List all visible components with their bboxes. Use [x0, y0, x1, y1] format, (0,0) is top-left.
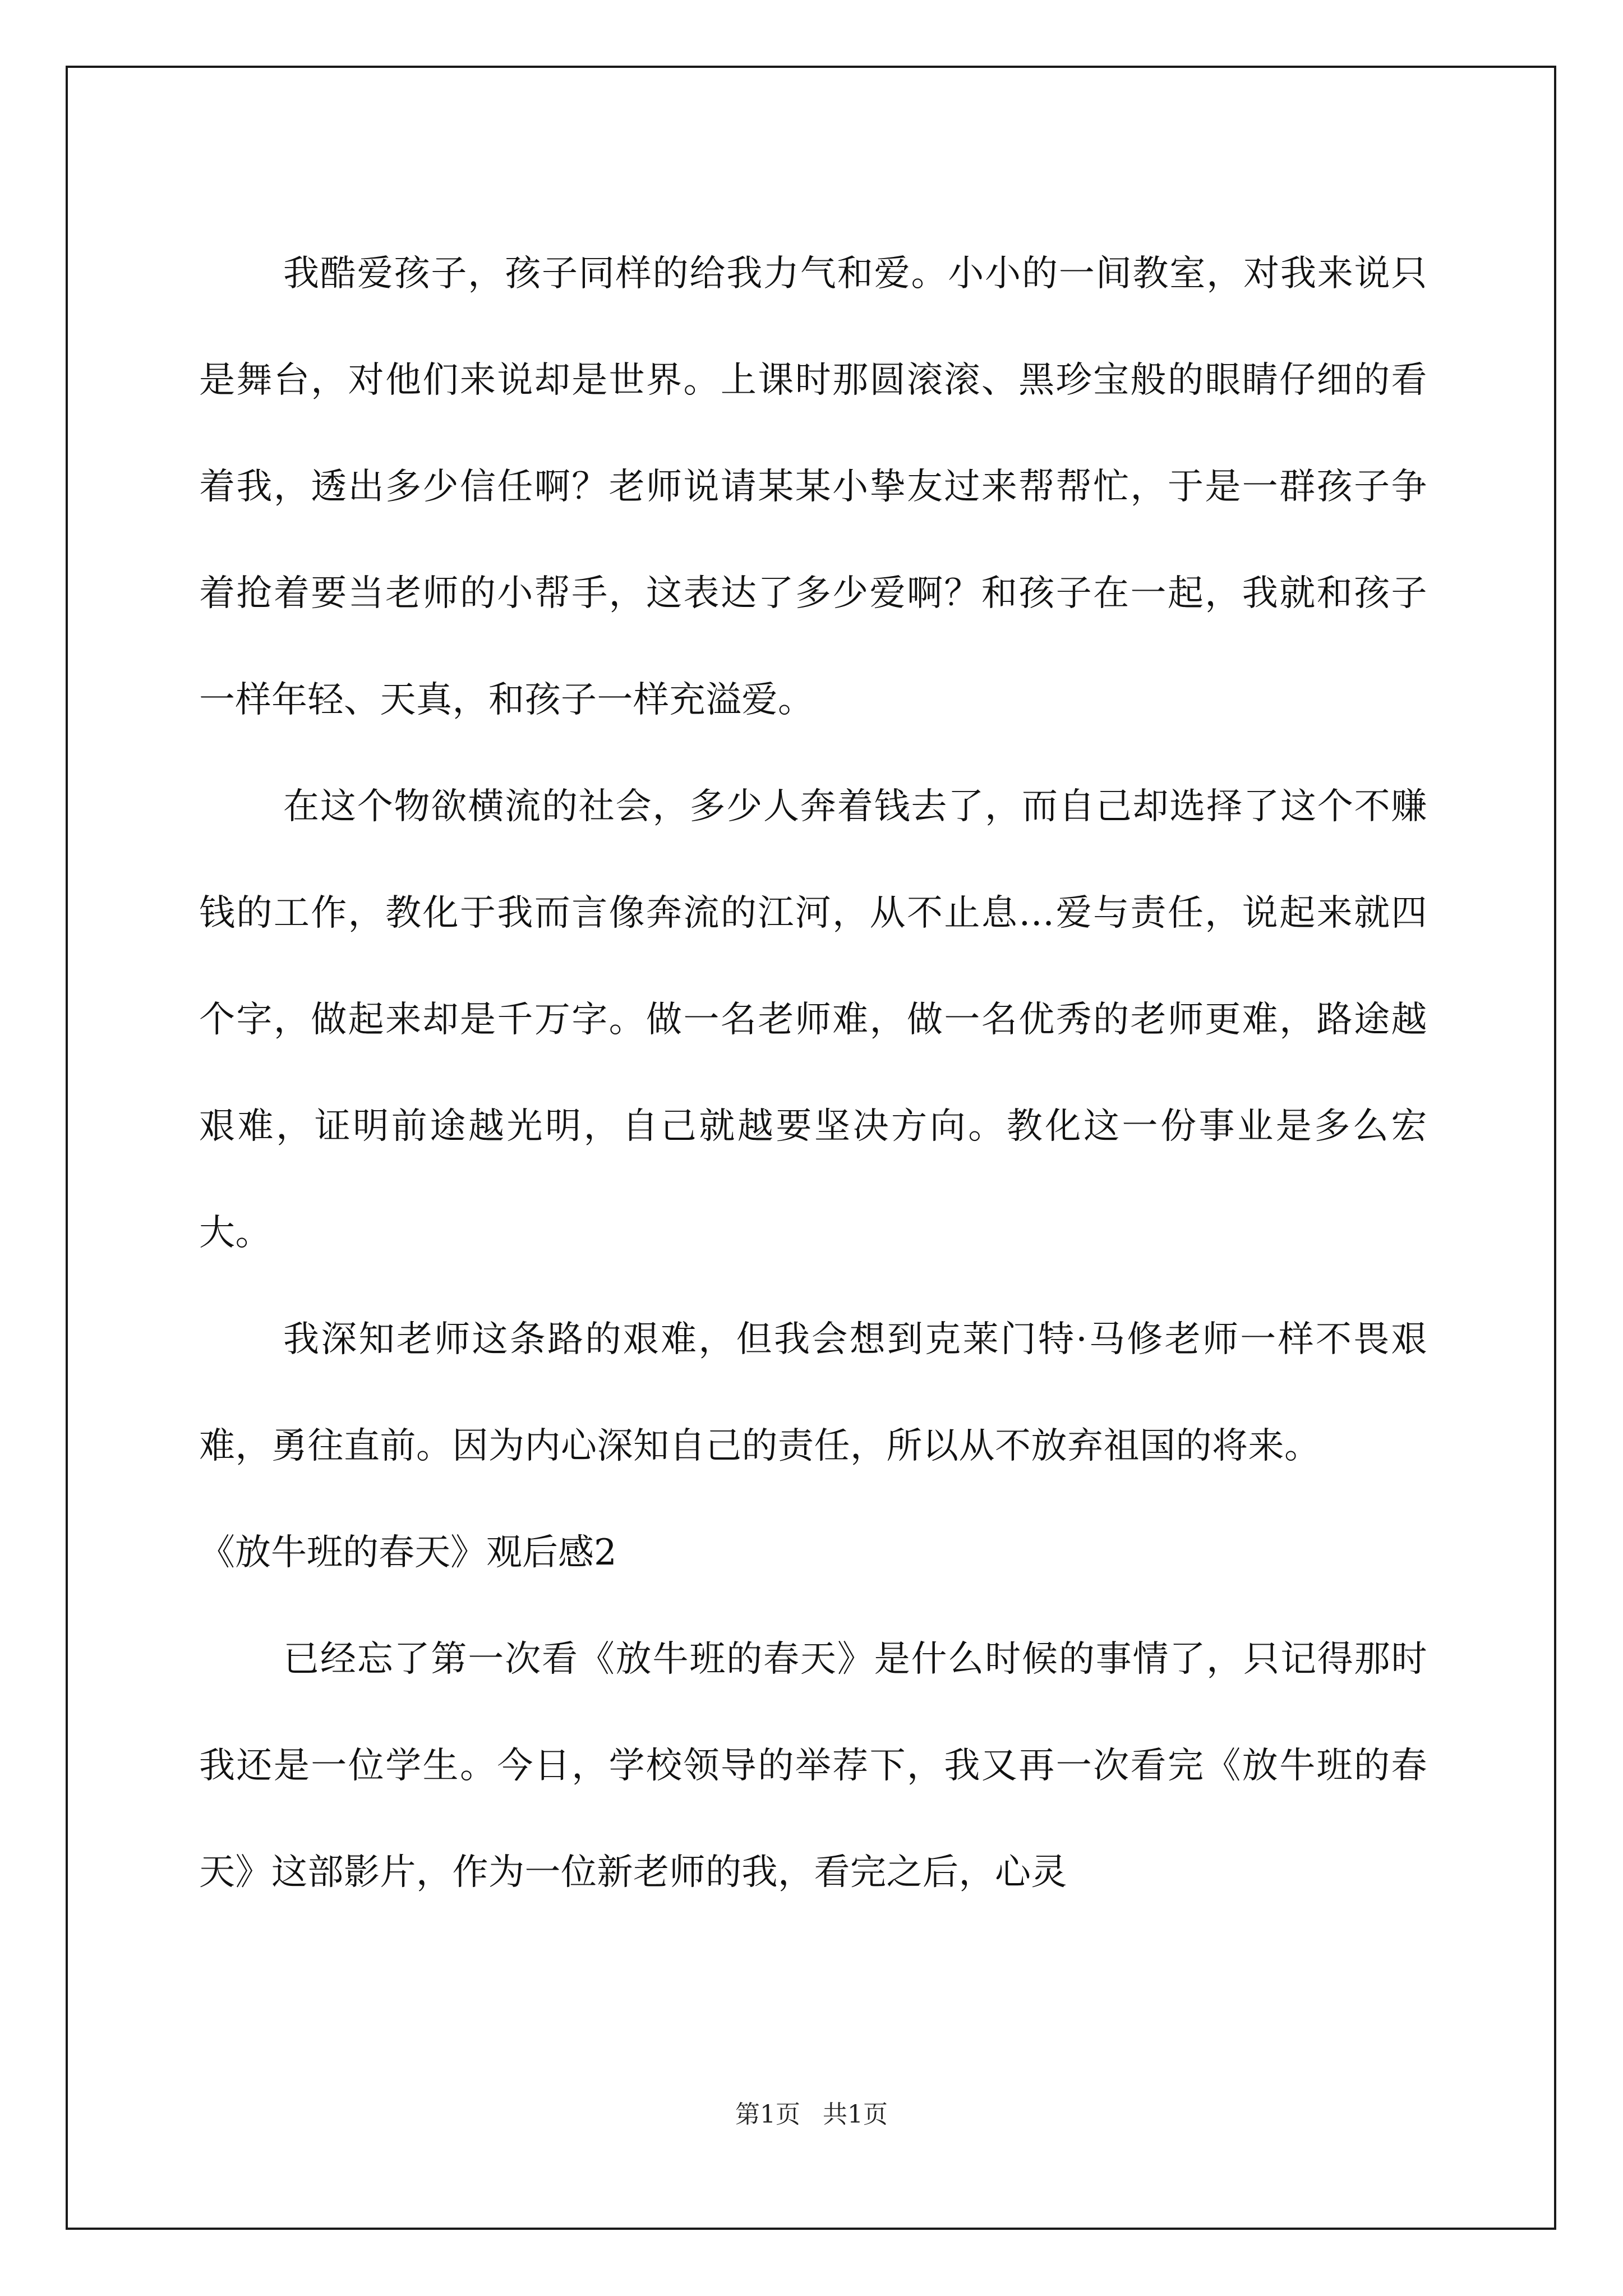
paragraph-3: 我深知老师这条路的艰难，但我会想到克莱门特·马修老师一样不畏艰难，勇往直前。因为内心深知自己的责任，所以从不放弃祖国的将来。	[199, 1319, 1427, 1467]
page-number: 第1页	[735, 2100, 800, 2129]
paragraph-1: 我酷爱孩子，孩子同样的给我力气和爱。小小的一间教室，对我来说只是舞台，对他们来说却是世界。上课时那圆滚滚、黑珍宝般的眼睛仔细的看着我，透出多少信任啊？老师说请某某小挚友过来帮帮忙，于是一群孩子争着抢着要当老师的小帮手，这表达了多少爱啊？和孩子在一起，我就和孩子一样年轻、天真，和孩子一样充溢爱。	[199, 253, 1427, 721]
page-total: 共1页	[823, 2100, 888, 2129]
document-body	[199, 220, 1427, 1926]
paragraph-2: 在这个物欲横流的社会，多少人奔着钱去了，而自己却选择了这个不赚钱的工作，教化于我而言像奔流的江河，从不止息…爱与责任，说起来就四个字，做起来却是千万字。做一名老师难，做一名优秀的老师更难，路途越艰难，证明前途越光明，自己就越要坚决方向。教化这一份事业是多么宏大。	[199, 786, 1427, 1254]
section-heading: 《放牛班的春天》观后感2	[199, 1532, 617, 1573]
paragraph-4: 已经忘了第一次看《放牛班的春天》是什么时候的事情了，只记得那时我还是一位学生。今日，学校领导的举荐下，我又再一次看完《放牛班的春天》这部影片，作为一位新老师的我，看完之后，心灵	[199, 1639, 1427, 1893]
page-footer	[0, 2098, 1623, 2132]
